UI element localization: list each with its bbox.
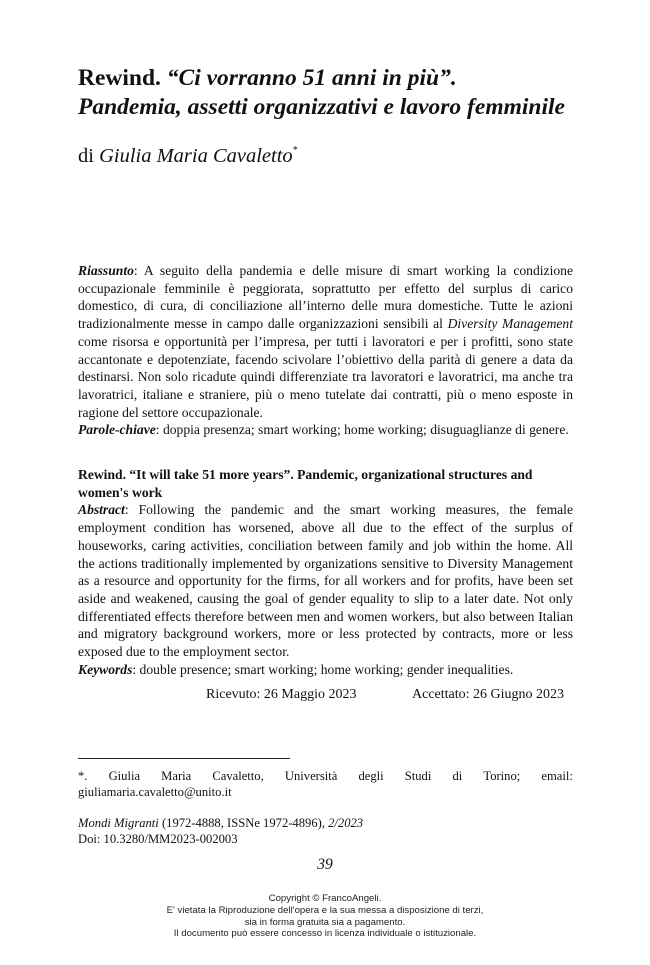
footnote-word: Torino;	[483, 769, 521, 783]
abstract-paragraph	[78, 501, 573, 660]
footnote-word: Università	[284, 769, 338, 783]
footnote-word: Giulia	[108, 769, 141, 783]
copyright-line: Il documento può essere concesso in licenza individuale o istituzionale.	[173, 928, 477, 940]
author-name: Giulia Maria Cavaletto	[99, 145, 293, 167]
title-prefix: Rewind.	[78, 65, 167, 91]
journal-name: Mondi Migranti	[78, 816, 159, 830]
author-prefix: di	[78, 145, 100, 167]
keywords-text: : double presence; smart working; home working; gender inequalities.	[132, 661, 514, 677]
riassunto-text-b: come risorsa e opportunità per l’impresa, per tutti i lavoratori e per i profitti, sono state accantonate e depotenziate, facendo scivolare l’obiettivo della parità di genere a data da destinarsi. Non solo ricadute quindi differenziate tra lavoratori e lavoratrici, ma anche tra lavoratrici, italiane e straniere, più o meno tutelate dai contratti, più o meno esposte in ragione del settore occupazionale.	[78, 333, 573, 420]
parole-chiave-paragraph	[78, 421, 573, 439]
received-date: Ricevuto: 26 Maggio 2023	[206, 687, 357, 702]
accepted-date: Accettato: 26 Giugno 2023	[412, 687, 565, 702]
journal-doi[interactable]: Doi: 10.3280/MM2023-002003	[78, 832, 238, 846]
copyright-notice	[0, 893, 650, 940]
abstract-label: Abstract	[78, 502, 125, 518]
author-email-link[interactable]: giuliamaria.cavaletto@unito.it	[78, 785, 232, 799]
footnote-word: di	[452, 769, 463, 783]
journal-issn: (1972-4888, ISSNe 1972-4896),	[158, 816, 329, 830]
footnote-word: Studi	[404, 769, 432, 783]
riassunto-section	[78, 262, 573, 439]
footnote-word: *.	[78, 769, 88, 783]
copyright-line: E' vietata la Riproduzione dell'opera e la sua messa a disposizione di terzi,	[166, 904, 484, 916]
footnote-divider	[78, 758, 290, 759]
title-quote: “Ci vorranno 51 anni in più”.	[166, 65, 457, 91]
journal-info	[78, 815, 573, 847]
keywords-label: Keywords	[78, 661, 133, 677]
abstract-text: : Following the pandemic and the smart working measures, the female employment condition has worsened, above all due to the effect of the surplus of houseworks, caring activities, conciliation between family and job within the home. All the actions traditionally implemented by organizations sensitive to Diversity Management as a resource and opportunity for the firms, for all workers and for profits, have been set aside and weakened, causing the goal of gender equality to slip to a later date. Not only differentiated effects therefore between men and women workers, but also between Italian and migratory background workers, more or less protected by contracts, more or less exposed due to the employment sector.	[78, 502, 573, 660]
riassunto-text-em: Diversity Management	[447, 316, 573, 332]
keywords-paragraph	[78, 661, 573, 679]
copyright-line: Copyright © FrancoAngeli.	[268, 893, 382, 904]
footnote-word: Cavaletto,	[212, 769, 264, 783]
footnote-word: Maria	[161, 769, 192, 783]
parole-chiave-label: Parole-chiave	[78, 422, 156, 438]
footnote-word: email:	[541, 769, 573, 783]
journal-citation	[78, 815, 573, 831]
footnote-line	[78, 768, 573, 784]
abstract-section	[78, 466, 573, 678]
author-line	[78, 145, 298, 168]
author-footnote	[78, 768, 573, 800]
page-number: 39	[317, 856, 333, 873]
author-footnote-mark[interactable]: *	[292, 145, 298, 156]
riassunto-paragraph	[78, 262, 573, 421]
footnote-word: degli	[358, 769, 384, 783]
riassunto-label: Riassunto	[78, 263, 134, 278]
title-subtitle: Pandemia, assetti organizzativi e lavoro femminile	[78, 94, 565, 120]
english-title: Rewind. “It will take 51 more years”. Pandemic, organizational structures and women's work	[78, 467, 533, 500]
copyright-line: sia in forma gratuita sia a pagamento.	[244, 916, 406, 928]
journal-issue: 2/2023	[328, 816, 364, 830]
article-title	[78, 64, 598, 122]
riassunto-text-a: : A seguito della pandemia e delle misure di smart working la condizione occupazionale femminile è peggiorata, soprattutto per effetto del surplus di carico domestico, di cura, di conciliazione all’interno delle mura domestiche. Tutte le azioni tradizionalmente messe in campo dalle organizzazioni sensibili al	[78, 263, 573, 332]
parole-chiave-text: : doppia presenza; smart working; home working; disuguaglianze di genere.	[155, 422, 569, 438]
